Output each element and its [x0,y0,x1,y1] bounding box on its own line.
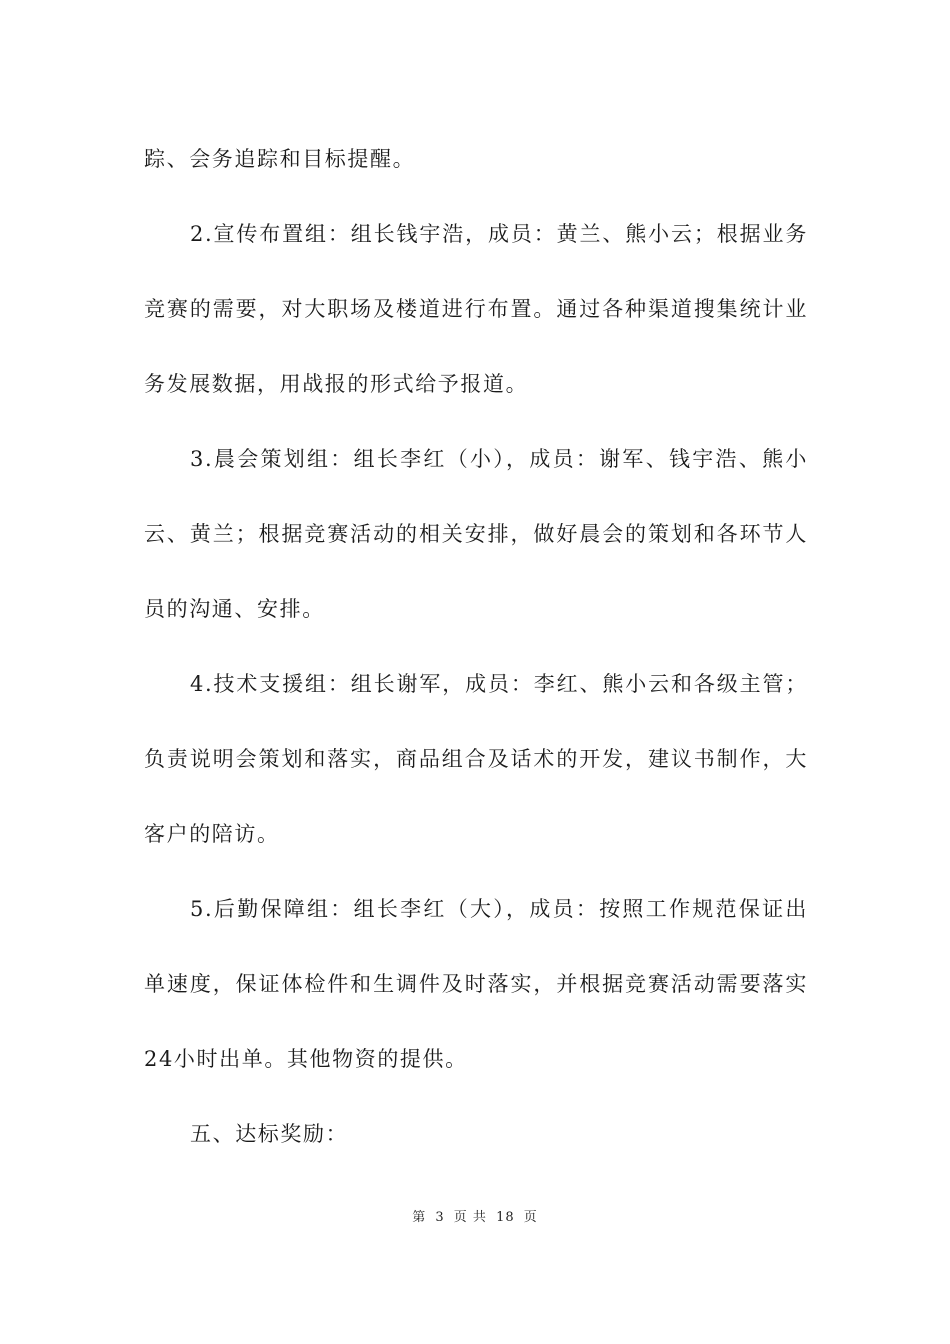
paragraph-morning-meeting-group: 3.晨会策划组：组长李红（小），成员：谢军、钱宇浩、熊小云、黄兰；根据竞赛活动的相关安排，做好晨会的策划和各环节人员的沟通、安排。 [144,447,808,621]
footer-prefix: 第 [412,1210,427,1225]
footer-total-pages: 18 [496,1210,515,1225]
paragraph-logistics-group: 5.后勤保障组：组长李红（大），成员：按照工作规范保证出单速度，保证体检件和生调件及时落实，并根据竞赛活动需要落实24小时出单。其他物资的提供。 [144,897,808,1071]
section-heading-rewards: 五、达标奖励： [190,1122,349,1146]
paragraph-continuation: 踪、会务追踪和目标提醒。 [144,147,416,171]
footer-middle: 页 共 [453,1210,487,1225]
paragraph-tech-support-group: 4.技术支援组：组长谢军，成员：李红、熊小云和各级主管；负责说明会策划和落实，商品组合及话术的开发，建议书制作，大客户的陪访。 [144,672,808,846]
footer-suffix: 页 [523,1210,538,1225]
paragraph-publicity-group: 2.宣传布置组：组长钱宇浩，成员：黄兰、熊小云；根据业务竞赛的需要，对大职场及楼道进行布置。通过各种渠道搜集统计业务发展数据，用战报的形式给予报道。 [144,222,808,396]
footer-current-page: 3 [435,1210,445,1225]
document-body [144,122,808,1172]
page-footer [0,1206,950,1225]
